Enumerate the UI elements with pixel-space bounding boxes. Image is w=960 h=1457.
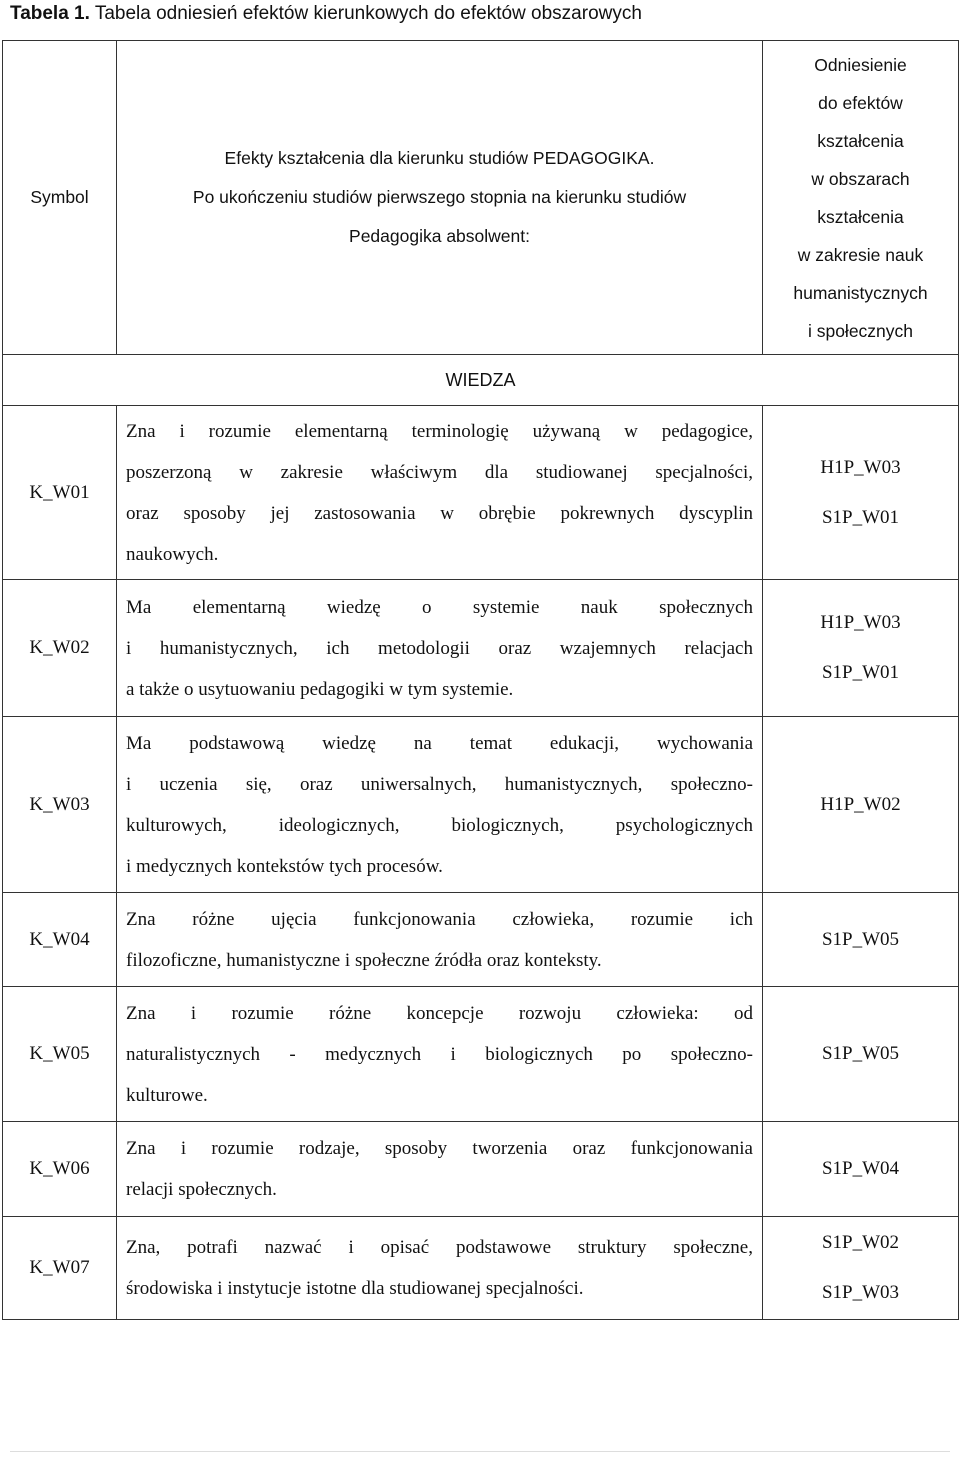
- description-line: i humanistycznych, ich metodologii oraz wzajemnych relacjach: [126, 637, 753, 659]
- header-reference-line: i społecznych: [807, 320, 914, 341]
- header-reference-line: w zakresie nauk: [797, 244, 924, 265]
- header-reference-line: kształcenia: [817, 206, 904, 227]
- row-reference: [763, 893, 959, 987]
- row-description: [117, 717, 763, 893]
- row-symbol: K_W06: [3, 1122, 117, 1217]
- description-line: Zna i rozumie różne koncepcje rozwoju człowieka: od: [126, 1002, 753, 1024]
- reference-code: H1P_W03: [820, 456, 901, 478]
- description-line: kulturowe.: [126, 1084, 208, 1106]
- table-row: [3, 893, 959, 987]
- row-symbol: K_W04: [3, 893, 117, 987]
- table-row: [3, 987, 959, 1122]
- row-description: [117, 987, 763, 1122]
- table-caption: [10, 2, 642, 26]
- header-description-line: Po ukończeniu studiów pierwszego stopnia na kierunku studiów: [192, 187, 687, 207]
- description-line: relacji społecznych.: [126, 1179, 277, 1200]
- row-symbol: K_W03: [3, 717, 117, 893]
- row-symbol: K_W01: [3, 406, 117, 580]
- row-reference: [763, 717, 959, 893]
- description-line: naturalistycznych - medycznych i biologicznych po społeczno-: [126, 1043, 753, 1065]
- table-row: [3, 1217, 959, 1320]
- description-line: Zna i rozumie rodzaje, sposoby tworzenia oraz funkcjonowania: [126, 1138, 753, 1159]
- header-reference-line: w obszarach: [811, 168, 910, 189]
- row-reference: [763, 406, 959, 580]
- row-reference: [763, 987, 959, 1122]
- description-line: Zna różne ujęcia funkcjonowania człowieka, rozumie ich: [126, 908, 753, 930]
- reference-code: S1P_W01: [821, 662, 900, 683]
- header-description: [117, 41, 763, 355]
- header-description-line: Pedagogika absolwent:: [349, 226, 530, 246]
- reference-code: S1P_W04: [821, 1158, 900, 1179]
- header-reference-line: do efektów: [818, 92, 903, 113]
- table-row: [3, 717, 959, 893]
- effects-table: [2, 40, 959, 1320]
- header-reference-line: kształcenia: [817, 130, 904, 151]
- section-title: WIEDZA: [3, 355, 959, 406]
- row-symbol: K_W05: [3, 987, 117, 1122]
- reference-code: S1P_W03: [821, 1282, 900, 1303]
- row-description: [117, 893, 763, 987]
- description-line: naukowych.: [126, 543, 219, 565]
- header-reference-line: Odniesienie: [814, 54, 907, 75]
- description-line: oraz sposoby jej zastosowania w obrębie pokrewnych dyscyplin: [126, 502, 753, 524]
- table-caption-label: Tabela 1.: [10, 3, 90, 24]
- row-symbol: K_W02: [3, 580, 117, 717]
- description-line: Ma elementarną wiedzę o systemie nauk społecznych: [126, 596, 753, 618]
- row-reference: [763, 1122, 959, 1217]
- description-line: a także o usytuowaniu pedagogiki w tym systemie.: [126, 678, 514, 700]
- reference-code: H1P_W03: [820, 612, 901, 633]
- description-line: Zna i rozumie elementarną terminologię używaną w pedagogice,: [126, 420, 753, 442]
- table-row: [3, 1122, 959, 1217]
- description-line: Ma podstawową wiedzę na temat edukacji, wychowania: [126, 732, 753, 754]
- row-description: [117, 580, 763, 717]
- description-line: i uczenia się, oraz uniwersalnych, humanistycznych, społeczno-: [126, 773, 753, 795]
- row-description: [117, 1217, 763, 1320]
- header-reference: [763, 41, 959, 355]
- section-row: [3, 355, 959, 406]
- row-symbol: K_W07: [3, 1217, 117, 1320]
- reference-code: H1P_W02: [820, 793, 901, 815]
- description-line: Zna, potrafi nazwać i opisać podstawowe struktury społeczne,: [126, 1237, 753, 1258]
- row-reference: [763, 1217, 959, 1320]
- row-reference: [763, 580, 959, 717]
- description-line: kulturowych, ideologicznych, biologicznych, psychologicznych: [126, 814, 753, 836]
- table-header-row: [3, 41, 959, 355]
- table-body: [3, 41, 959, 1320]
- table-row: [3, 580, 959, 717]
- reference-code: S1P_W05: [821, 1043, 900, 1064]
- description-line: poszerzoną w zakresie właściwym dla studiowanej specjalności,: [126, 461, 753, 483]
- row-description: [117, 406, 763, 580]
- description-line: środowiska i instytucje istotne dla studiowanej specjalności.: [126, 1278, 584, 1299]
- table-row: [3, 406, 959, 580]
- row-description: [117, 1122, 763, 1217]
- header-symbol: Symbol: [3, 41, 117, 355]
- description-line: i medycznych kontekstów tych procesów.: [126, 855, 443, 877]
- description-line: filozoficzne, humanistyczne i społeczne źródła oraz konteksty.: [126, 949, 602, 971]
- header-description-line: Efekty kształcenia dla kierunku studiów PEDAGOGIKA.: [224, 148, 655, 168]
- page-divider: [10, 1451, 950, 1452]
- reference-code: S1P_W01: [821, 506, 900, 528]
- header-reference-line: humanistycznych: [793, 282, 928, 303]
- table-caption-title: Tabela odniesień efektów kierunkowych do efektów obszarowych: [94, 3, 642, 24]
- reference-code: S1P_W05: [821, 928, 900, 950]
- reference-code: S1P_W02: [821, 1232, 900, 1253]
